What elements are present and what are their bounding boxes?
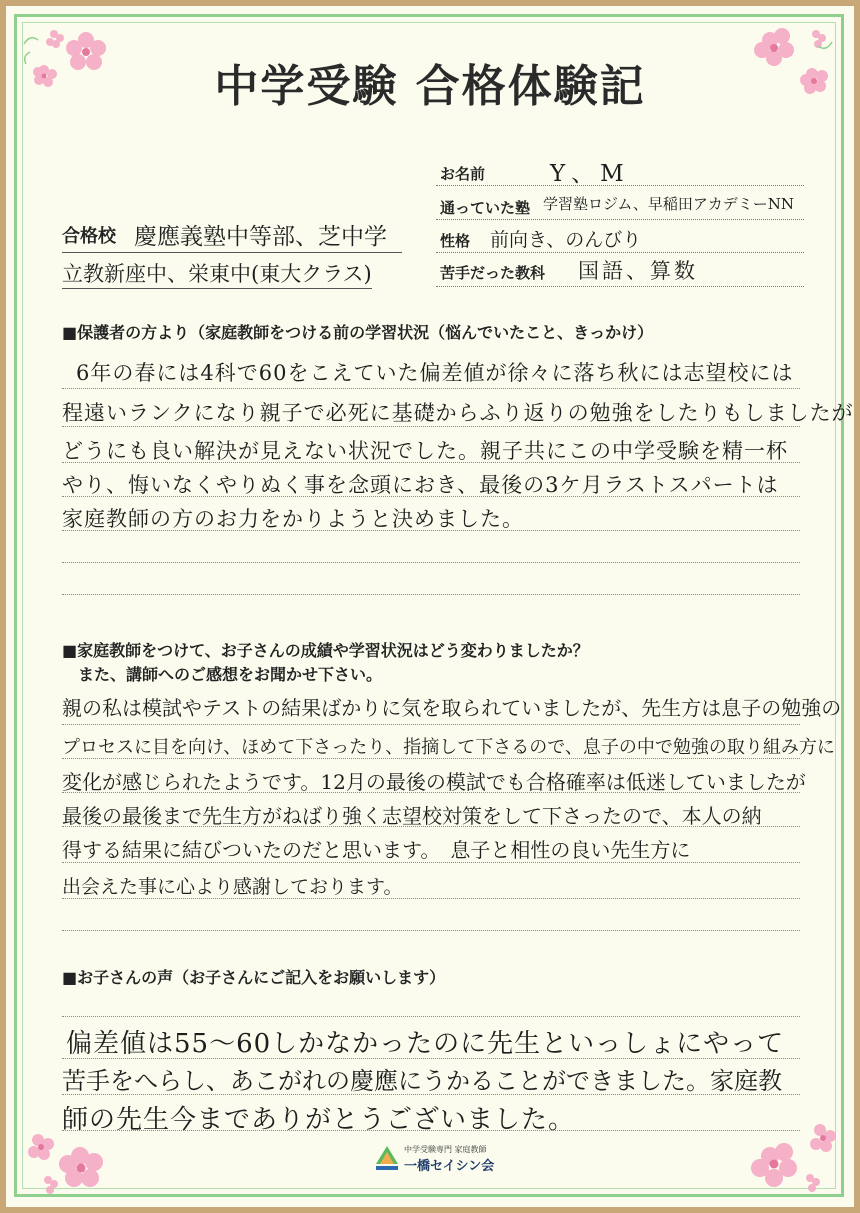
section3-line: 苦手をへらし、あこがれの慶應にうかることができました。家庭教 <box>62 1067 782 1095</box>
ruled-line <box>62 388 800 389</box>
ruled-line <box>62 530 800 531</box>
section3-line: 偏差値は55〜60しかなかったのに先生といっしょにやって <box>66 1029 785 1059</box>
section-parent-before-heading: ■保護者の方より（家庭教師をつける前の学習状況（悩んでいたこと、きっかけ） <box>62 323 654 342</box>
section1-line: どうにも良い解決が見えない状況でした。親子共にこの中学受験を精一杯 <box>62 439 788 463</box>
section1-line: やり、悔いなくやりぬく事を念頭におき、最後の3ケ月ラストスパートは <box>62 473 779 497</box>
personality-value: 前向き、のんびり <box>490 229 642 251</box>
ruled-line <box>62 462 800 463</box>
school-underline-2 <box>62 288 372 289</box>
ruled-line <box>62 1016 800 1017</box>
weak-subject-line <box>436 286 804 287</box>
ruled-line <box>62 1094 800 1095</box>
section1-line: 程遠いランクになり親子で必死に基礎からふり返りの勉強をしたりもしましたが <box>62 401 854 425</box>
personality-label: 性格 <box>440 232 471 250</box>
ruled-line <box>62 594 800 595</box>
personality-line <box>436 252 804 253</box>
school-line-2: 立教新座中、栄東中(東大クラス) <box>62 262 372 286</box>
school-underline-1 <box>62 252 402 253</box>
ruled-line <box>62 792 800 793</box>
ruled-line <box>62 562 800 563</box>
section2-line: 得する結果に結びついたのだと思います。 息子と相性の良い先生方に <box>62 838 691 862</box>
name-label: お名前 <box>440 165 486 183</box>
flower-decoration-bottom-right <box>740 1100 846 1200</box>
ruled-line <box>62 1058 800 1059</box>
logo-subtitle: 中学受験専門 家庭教師 <box>404 1145 487 1154</box>
juku-line <box>436 219 804 220</box>
name-line <box>436 185 804 186</box>
section1-line: 6年の春には4科で60をこえていた偏差値が徐々に落ち秋には志望校には <box>76 361 794 385</box>
ruled-line <box>62 1130 800 1131</box>
school-line-1: 慶應義塾中等部、芝中学 <box>134 224 387 250</box>
section2-line: プロセスに目を向け、ほめて下さったり、指摘して下さるので、息子の中で勉強の取り組み方に <box>62 737 835 758</box>
section1-line: 家庭教師の方のお力をかりようと決めました。 <box>62 507 524 531</box>
page-title: 中学受験 合格体験記 <box>214 61 646 112</box>
ruled-line <box>62 426 800 427</box>
juku-label: 通っていた塾 <box>440 199 531 217</box>
section-after-tutor-heading: ■家庭教師をつけて、お子さんの成績や学習状況はどう変わりましたか？ <box>62 641 589 660</box>
ruled-line <box>62 826 800 827</box>
ruled-line <box>62 496 800 497</box>
ruled-line <box>62 724 800 725</box>
logo-mark-icon <box>374 1144 400 1174</box>
section3-line: 師の先生今までありがとうございました。 <box>62 1105 576 1135</box>
section2-line: 親の私は模試やテストの結果ばかりに気を取られていましたが、先生方は息子の勉強の <box>62 696 842 720</box>
company-logo <box>374 1142 494 1176</box>
section2-line: 最後の最後まで先生方がねばり強く志望校対策をして下さったので、本人の納 <box>62 804 762 828</box>
ruled-line <box>62 862 800 863</box>
weak-subject-label: 苦手だった教科 <box>440 264 546 282</box>
section-after-tutor-subheading: また、講師へのご感想をお聞かせ下さい。 <box>78 665 383 684</box>
ruled-line <box>62 930 800 931</box>
weak-subject-value: 国語、算数 <box>578 259 698 283</box>
school-label: 合格校 <box>62 226 116 247</box>
ruled-line <box>62 758 800 759</box>
juku-value: 学習塾ロジム、早稲田アカデミーNN <box>543 195 794 213</box>
logo-name: 一橋セイシン会 <box>404 1159 495 1174</box>
section2-line: 出会えた事に心より感謝しております。 <box>62 876 403 898</box>
ruled-line <box>62 898 800 899</box>
section2-line: 変化が感じられたようです。12月の最後の模試でも合格確率は低迷していましたが <box>62 770 806 794</box>
name-value: Y、M <box>550 161 630 187</box>
section-child-voice-heading: ■お子さんの声（お子さんにご記入をお願いします） <box>62 968 446 987</box>
